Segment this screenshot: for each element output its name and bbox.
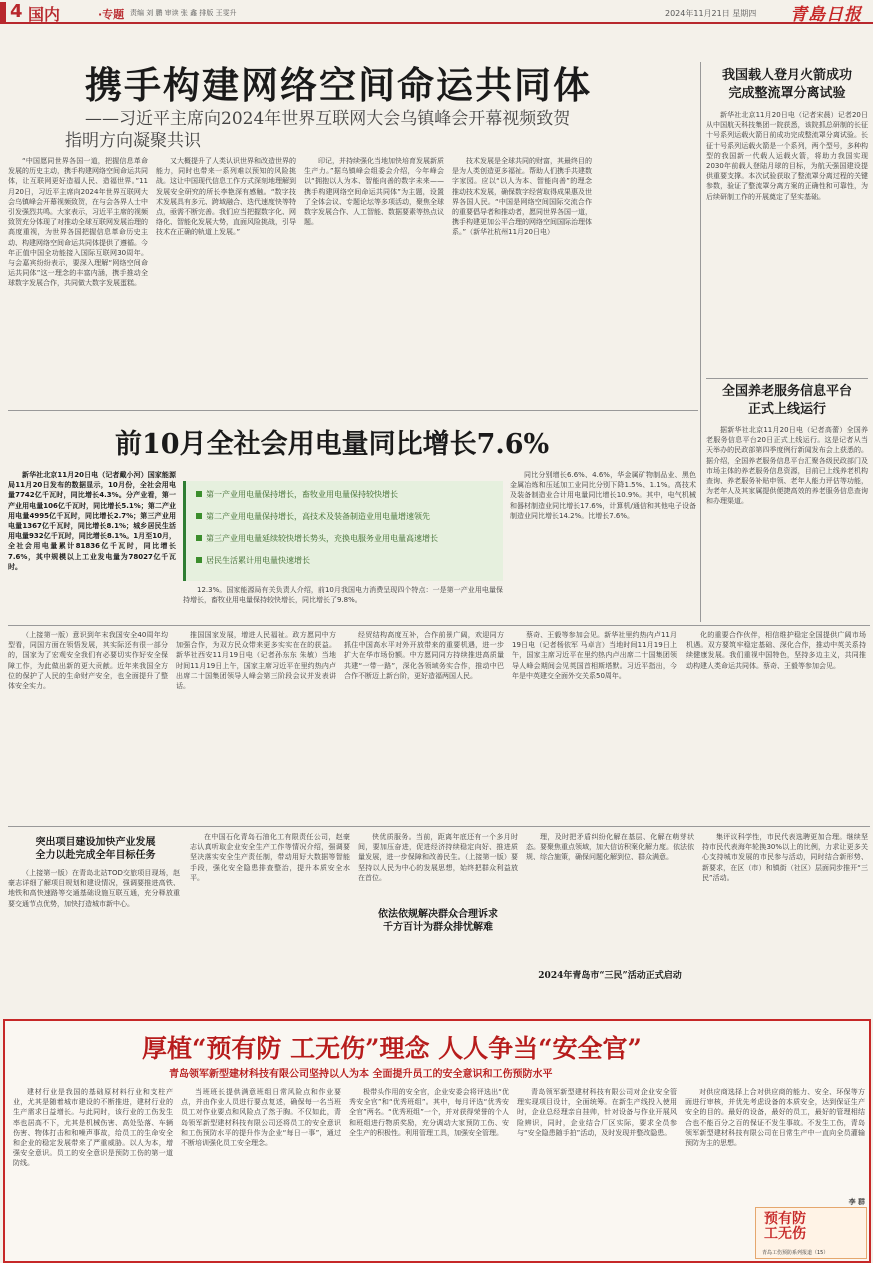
lead-column-1: “中国愿同世界各国一道，把握信息革命发展的历史主动，携手构建网络空间命运共同体，让互联网更好造福人民、造福世界。”11月20日，习近平主席向2024年世界互联网大会乌镇峰会开幕视频致贺，在与会各界人士中引发强烈共鸣。大家表示，习近平主席的视频致贺充分体现了对推动全球互联网发展治理的高度重视，为世界各国把握信息革命历史主动、构建网络空间命运共同体提供了遵循。今年正值中国全功能接入国际互联网30周年。与会嘉宾纷纷表示，要深入理解“网络空间命运共同体”这一理念的丰富内涵，携手推动全球数字发展合作，共同做大数字发展蛋糕。 bbox=[8, 157, 148, 288]
newspaper-logo: 青島日报 bbox=[790, 5, 862, 25]
highlight-item bbox=[196, 555, 310, 566]
issue-date: 2024年11月21日 星期四 bbox=[665, 9, 757, 18]
b1-headline bbox=[8, 836, 183, 862]
lead-column-2: 又大概提升了人类认识世界和改造世界的能力，同时也带来一系列难以预知的风险挑战。这让中国现代信息工作方式深刻地理解到发展安全研究的所长李艳深有感触。“数字技术发展具有多元、跨域融合、迭代速度快等特点，亟需不断完善。我们应当把握数字化、网络化、智能化发展大势，直面风险挑战，引导技术在正确的轨道上发展。” bbox=[156, 157, 296, 237]
b3-headline-line2: 千方百计为群众排忧解难 bbox=[383, 922, 493, 933]
lead-column-4: 技术发展是全球共同的财富，其最终目的是为人类创造更多福祉。帮助人们携手共建数字家园。应以“以人为本、智能向善”的理念推动技术发展，确保数字经营取得成果惠及世界各国人民。“中国是网络空间国际交流合作的重要倡导者和推动者，愿同世界各国一道，携手构建更加公平合理的网络空间国际治理体系。”（新华社杭州11月20日电） bbox=[452, 157, 592, 237]
b3-body-top: 侠优质服务。当前，距离年底还有一个多月时间，要加压奋进，促进经济持续稳定向好、推进质量发展，进一步保障和改善民生。（上接第一版）要坚持以人民为中心的发展思想，始终把群众利益放在首位。 bbox=[358, 833, 518, 882]
highlight-text: 居民生活累计用电量快速增长 bbox=[206, 556, 310, 565]
side2-headline-line2: 正式上线运行 bbox=[747, 402, 826, 417]
square-bullet-icon bbox=[196, 557, 202, 563]
lead-column-3: 印记，并持续强化当地加快培育发展新质生产力。”据乌镇峰会组委会介绍，今年峰会以“拥抱以人为本、智能向善的数字未来——携手构建网络空间命运共同体”为主题，设置了全体会议、专题论坛等多项活动，聚焦全球数字发展合作、人工智能、数据要素等热点议题。 bbox=[304, 157, 444, 227]
feature-author: 李 群 bbox=[848, 1198, 865, 1206]
feature-column-3: 极带头作用的安全官，企业安委会将评选出“优秀安全官”和“优秀班组”。其中，每月评选“优秀安全官”两名。“优秀班组”一个，并对获得荣誉的个人和班组进行物质奖励，充分调动大家预防工伤、安全生产的积极性。利用管理工具，加强安全管理。 bbox=[349, 1088, 509, 1137]
b4-headline: 2024年青岛市“三民”活动正式启动 bbox=[538, 971, 682, 981]
side2-headline-line1: 全国养老服务信息平台 bbox=[721, 384, 852, 399]
article2-middle-text: 12.3%。国家能源局有关负责人介绍，前10月我国电力消费呈现四个特点：一是第一产业用电量保持增长，畜牧业用电量保持较快增长，同比增长了9.8%。 bbox=[183, 586, 503, 605]
article2-intro: 新华社北京11月20日电（记者戴小河）国家能源局11月20日发布的数据显示，10月份，全社会用电量7742亿千瓦时，同比增长4.3%。分产业看，第一产业用电量106亿千瓦时，同比增长5.1%；第二产业用电量4995亿千瓦时，同比增长2.7%；第三产业用电量1367亿千瓦时，同比增长8.1%；城乡居民生活用电量932亿千瓦时，同比增长8.1%。1月至10月，全社会用电量累计81836亿千瓦时，同比增长7.6%，其中规模以上工业发电量为78027亿千瓦时。 bbox=[8, 471, 176, 571]
lead-headline: 携手构建网络空间命运共同体 bbox=[85, 63, 592, 107]
b1-body: （上接第一版）在青岛北站TOD交旅项目现场，赵豪志详细了解项目规划和建设情况，强调要推进高铁、地铁和高快速路等交通基础设施互联互通，充分释放重要交通节点优势，加快打造城市新中心。 bbox=[8, 869, 180, 908]
side2-body: 据新华社北京11月20日电（记者高蕾）全国养老服务信息平台20日正式上线运行。这是记者从当天举办的民政部第四季度例行新闻发布会上获悉的。据介绍，全国养老服务信息平台汇聚各级民政部门及市场主体的养老服务信息资源，目前已上线养老机构查询、养老服务补贴申领、老年人能力评估等功能，为老年人及其家属提供便捷高效的养老服务信息查询和办理渠道。 bbox=[706, 426, 868, 506]
section-name: 国内 bbox=[28, 5, 61, 24]
safety-feature-box bbox=[3, 1019, 871, 1263]
series-badge-line2: 工无伤 bbox=[764, 1226, 806, 1242]
b2-body: 在中国石化青岛石油化工有限责任公司，赵豪志认真听取企业安全生产工作等情况介绍，强调要坚决落实安全生产责任制，带动用好大数据等智能手段，强化安全隐患排查整治，提升本质安全水平。 bbox=[190, 833, 350, 882]
series-badge-title bbox=[764, 1212, 806, 1242]
b3-headline-line1: 依法依规解决群众合理诉求 bbox=[378, 909, 498, 920]
lead-subheadline-2: 指明方向凝聚共识 bbox=[65, 131, 201, 151]
square-bullet-icon bbox=[196, 513, 202, 519]
lower-column-5: 化的重要合作伙伴，相信维护稳定全国提供广阔市场机遇。双方要筑牢稳定基础、深化合作，推动中英关系持续健康发展。我们重视中国特色，坚持多边主义，共同推动构建人类命运共同体。蔡奇、王毅等参加会见。 bbox=[686, 631, 866, 670]
series-badge-line1: 预有防 bbox=[764, 1211, 806, 1227]
highlight-text: 第二产业用电量保持增长，高技术及装备制造业用电量增速领先 bbox=[206, 512, 430, 521]
feature-column-1: 建材行业是我国的基础原材料行业和支柱产业，尤其是随着城市建设的不断推进，建材行业的生产需求日益增长。与此同时，该行业的工伤发生率也居高不下，尤其是机械伤害、高处坠落、车辆伤害、物体打击和和噪声事故，给员工的生命安全和企业的稳定发展带来了严重威胁。以人为本，增强安全意识。员工的安全意识是预防工伤的第一道防线。 bbox=[13, 1088, 173, 1168]
b1-headline-line2: 全力以赴完成全年目标任务 bbox=[35, 850, 156, 861]
highlight-text: 第三产业用电量延续较快增长势头，充换电服务业用电量高速增长 bbox=[206, 534, 438, 543]
section-divider bbox=[8, 410, 698, 411]
page-number: 4 bbox=[10, 1, 23, 22]
lead-subheadline: ——习近平主席向2024年世界互联网大会乌镇峰会开幕视频致贺 bbox=[85, 109, 571, 129]
page-header bbox=[0, 0, 873, 24]
side1-headline-line1: 我国载人登月火箭成功 bbox=[721, 68, 852, 83]
series-badge-caption: 青岛工伤预防系列报道（15） bbox=[762, 1250, 829, 1256]
square-bullet-icon bbox=[196, 535, 202, 541]
highlight-item bbox=[196, 511, 430, 522]
side1-headline bbox=[706, 67, 868, 103]
side2-headline bbox=[706, 383, 868, 419]
b5-body: 集评议科学性，市民代表选聘更加合理。继续坚持市民代表海年轮换30%以上的比例，力求让更多关心支持城市发展的市民参与活动，同时结合新形势、新要求，在区（市）和镇街（社区）层面同步推开“三民”活动。 bbox=[702, 833, 868, 882]
feature-column-5: 对供应商选择上合对供应商的能力、安全、环保等方面进行审核，并优先考虑设备的本质安全，达到保证生产安全的目的。最好的设备，最好的员工，最好的管理相结合也不能百分之百的保证不发生事故。不发生工伤，青岛领军新型建材科技有限公司在日常生产中一直向全员灌输预防为主的思想。 bbox=[685, 1088, 865, 1148]
article2-highlights bbox=[183, 481, 503, 581]
lower-divider bbox=[8, 625, 870, 626]
lower-column-1: （上接第一版）意识到年末我国安全40周年均型看，同国方面在领悟发展，其实际还有很一部分的，国家为了宏观安全我们有必要切实作好安全保障工作，为此做出新的更大贡献。近年来我国全方位的保护了人民的生命财产安全，也全面提升了整体安全实力。 bbox=[8, 631, 168, 691]
feature-subheadline: 青岛领军新型建材科技有限公司坚持以人为本 全面提升员工的安全意识和工伤预防水平 bbox=[169, 1069, 553, 1080]
highlight-item bbox=[196, 533, 438, 544]
side1-body: 新华社北京11月20日电（记者宋晨）记者20日从中国航天科技集团一院获悉，该院抓总研制的长征十号系列运载火箭日前成功完成整流罩分离试验。长征十号系列运载火箭是一个系列，两个型号，多种构型的我国新一代载人运载火箭，将助力我国实现2030年前载人登陆月球的目标，为航天强国建设提供重要支撑。本次试验获取了整流罩分离过程的关键参数，验证了整流罩分离方案的正确性和可靠性，为后续研制工作的开展奠定了坚实基础。 bbox=[706, 111, 868, 201]
highlight-item bbox=[196, 489, 398, 500]
header-accent-bar bbox=[0, 2, 6, 22]
b1-headline-line1: 突出项目建设加快产业发展 bbox=[35, 837, 156, 848]
series-badge bbox=[755, 1207, 867, 1259]
bottom-row-divider bbox=[8, 826, 870, 827]
side-divider bbox=[706, 378, 868, 379]
right-column-divider bbox=[700, 62, 701, 622]
side1-headline-line2: 完成整流罩分离试验 bbox=[728, 86, 846, 101]
editor-credits: 责编 刘 鹏 审读 张 鑫 排版 王雯升 bbox=[130, 9, 237, 17]
lower-column-4: 蔡奇、王毅等参加会见。新华社里约热内卢11月19日电（记者杨依军 马卓言）当地时间11月19日上午，国家主席习近平在里约热内卢出席二十国集团领导人峰会期间会见英国首相斯塔默。习近平指出，今年是中英建交全面外交关系50周年。 bbox=[512, 631, 677, 680]
feature-column-2: 当班班长提供满意班组日常风险点和作业要点，并由作业人员进行要点复述，确保每一名当班员工对作业要点和风险点了然于胸。不仅如此，青岛领军新型建材科技有限公司还将员工的安全意识和工伤预防水平的提升作为企业“每日一事”，通过不断培训强化员工安全理念。 bbox=[181, 1088, 341, 1148]
b3-headline bbox=[358, 908, 518, 934]
article2-headline: 前10月全社会用电量同比增长7.6% bbox=[115, 429, 550, 460]
lower-column-3: 经贸结构高度互补，合作前景广阔，欢迎同方抓住中国高水平对外开放带来的重要机遇，进一步扩大在华市场份额。中方愿同同方持续推进高质量共建“一带一路”，深化各领域务实合作，推动中巴合作不断迈上新台阶，更好造福两国人民。 bbox=[344, 631, 504, 680]
subsection-name: ·专题 bbox=[98, 8, 125, 21]
feature-headline: 厚植“预有防 工无伤”理念 人人争当“安全官” bbox=[142, 1034, 642, 1063]
feature-column-4: 青岛领军新型建材科技有限公司对企业安全管理实现项目设计，全面统筹。在新生产线投入使用时，企业总经理亲自挂帅，针对设备与作业开展风险辨识，同时，企业结合厂区实际，要求全员参与“安全隐患随手拍”活动，及时发现并整改隐患。 bbox=[517, 1088, 677, 1137]
b4-body: 理，及时把矛盾纠纷化解在基层、化解在萌芽状态。要聚焦重点领域，加大信访积案化解力度。依法依规、综合施策，确保问题化解到位、群众满意。 bbox=[526, 833, 694, 862]
square-bullet-icon bbox=[196, 491, 202, 497]
lower-column-2: 推国国家发展，增进人民福祉。政方愿同中方加强合作，为双方民众带来更多实实在在的获益。新华社西安11月19日电（记者孙东东 朱敏）当地时间11月19日上午，国家主席习近平在里约热内卢出席二十国集团领导人峰会第三阶段会议并发表讲话。 bbox=[176, 631, 336, 691]
highlight-text: 第一产业用电量保持增长，畜牧业用电量保持较快增长 bbox=[206, 490, 398, 499]
article2-right-text: 同比分别增长6.6%、4.6%，华金属矿物制品业、黑色金属冶炼和压延加工业同比分别下降1.5%、1.1%。高技术及装备制造业合计用电量同比增长10.9%。其中，电气机械和器材制造业同比增长17.6%，计算机/通信和其他电子设备制造业同比增长14.2%。比增长7.6%。 bbox=[510, 471, 696, 520]
